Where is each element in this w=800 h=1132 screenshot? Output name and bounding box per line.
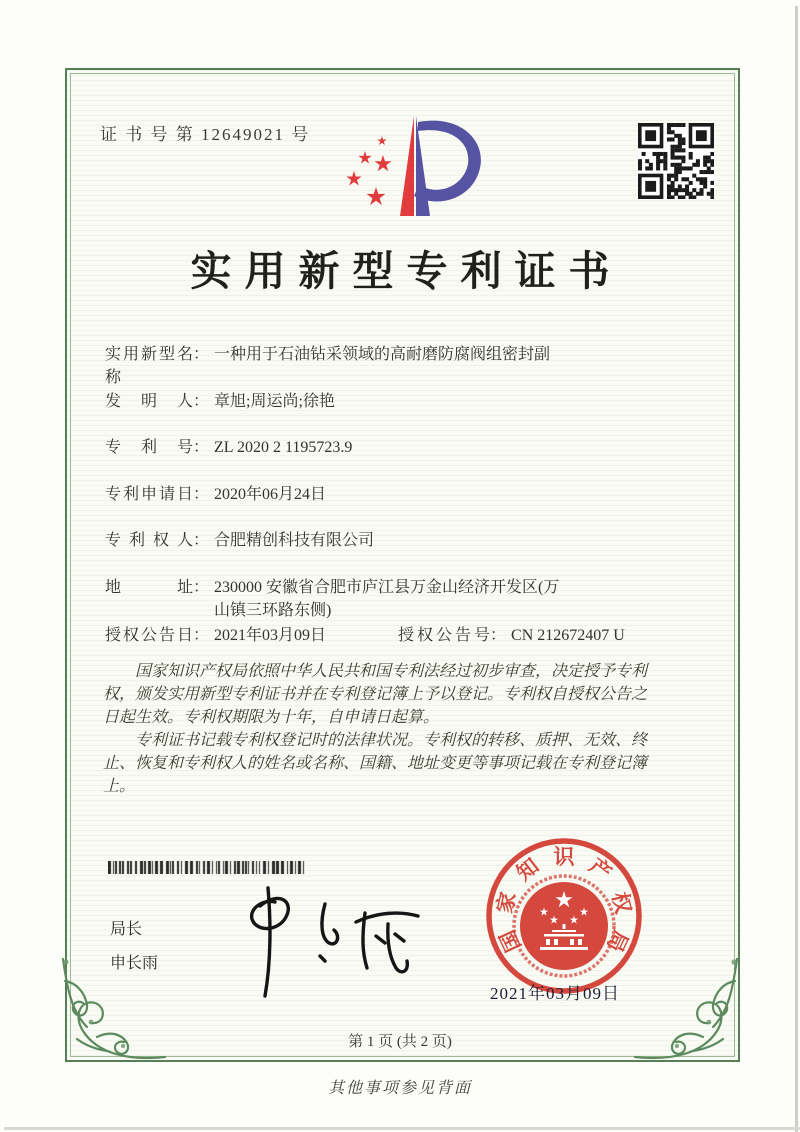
body-paragraph-1: 国家知识产权局依照中华人民共和国专利法经过初步审查，决定授予专利权，颁发实用新型专利证书并在专利登记簿上予以登记。专利权自授权公告之日起生效。专利权期限为十年，自申请日起算。: [103, 663, 648, 726]
field-colon: ：: [193, 486, 210, 503]
barcode: [108, 861, 306, 874]
field-row-patentee: [105, 529, 650, 552]
field-value: CN 212672407 U: [511, 627, 625, 644]
national-emblem-icon: [514, 876, 614, 976]
seal-date: 2021年03月09日: [490, 984, 620, 1003]
field-value: 2021年03月09日: [214, 627, 327, 644]
field-label: 授权公告号: [398, 627, 490, 644]
legal-text: [103, 660, 651, 798]
page-edge: [4, 1127, 800, 1130]
field-label: 授权公告日: [105, 627, 193, 644]
logo-triangle-blue: [416, 116, 430, 216]
svg-text:权: 权: [607, 889, 636, 916]
field-label: 专利权人: [105, 532, 193, 549]
svg-text:产: 产: [584, 853, 616, 886]
svg-text:局: 局: [602, 926, 633, 956]
svg-text:识: 识: [553, 845, 575, 869]
field-row-grant: [105, 624, 650, 647]
svg-text:国: 国: [495, 926, 526, 956]
logo-p-curve: [414, 121, 481, 202]
body-paragraph-2: 专利证书记载专利权登记时的法律状况。专利权的转移、质押、无效、终止、恢复和专利权人的姓名或名称、国籍、地址变更等事项记载在专利登记簿上。: [103, 732, 648, 795]
field-label: 地址: [105, 579, 193, 596]
field-colon: ：: [193, 393, 210, 410]
field-label: 专利号: [105, 439, 193, 456]
field-value: 一种用于石油钻采领域的高耐磨防腐阀组密封副: [214, 346, 551, 363]
field-value: 230000 安徽省合肥市庐江县万金山经济开发区(万山镇三环路东侧): [214, 579, 560, 619]
certificate-title: 实用新型专利证书: [190, 248, 623, 294]
logo-triangle-red: [400, 116, 414, 216]
field-label: 发明人: [105, 393, 193, 410]
field-colon: ：: [193, 627, 210, 644]
field-row-name: [105, 343, 650, 389]
logo-stars-icon: [346, 136, 391, 205]
field-label: 专利申请日: [105, 486, 193, 503]
field-row-address: [105, 576, 575, 622]
back-note: 其他事项参见背面: [327, 1080, 472, 1097]
field-colon: ：: [193, 579, 210, 596]
field-label: 实用新型名称: [105, 346, 193, 386]
field-colon: ：: [490, 627, 507, 644]
page-number: 第 1 页 (共 2 页): [348, 1034, 452, 1050]
field-row-app-date: [105, 483, 650, 506]
field-colon: ：: [193, 439, 210, 456]
field-value: 2020年06月24日: [214, 486, 327, 503]
svg-text:家: 家: [492, 889, 521, 916]
field-value: 合肥精创科技有限公司: [214, 532, 375, 549]
page-edge: [795, 6, 798, 1132]
officer-title: 局长: [110, 921, 143, 938]
field-row-patent-no: [105, 436, 650, 459]
field-colon: ：: [193, 532, 210, 549]
field-pair-grant-no: [398, 624, 625, 647]
field-value: ZL 2020 2 1195723.9: [214, 439, 353, 456]
official-seal: [482, 834, 646, 998]
field-colon: ：: [193, 346, 210, 363]
svg-text:知: 知: [512, 853, 544, 886]
field-value: 章旭;周运尚;徐艳: [214, 393, 335, 410]
qr-code: [638, 123, 714, 199]
signature: [228, 882, 428, 1000]
certificate-number: 证 书 号 第 12649021 号: [100, 125, 311, 144]
field-row-inventor: [105, 390, 650, 413]
officer-name: 申长雨: [110, 955, 159, 972]
cnipa-logo-icon: [338, 112, 490, 230]
